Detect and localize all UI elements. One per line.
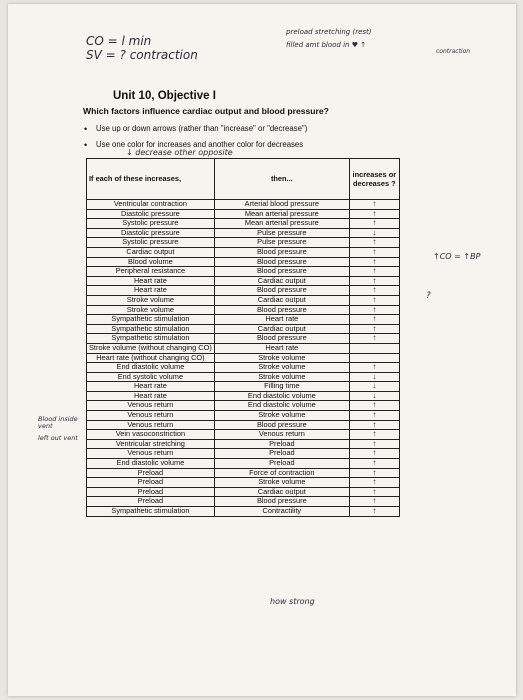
cause-cell: Sympathetic stimulation (87, 507, 215, 517)
table-row (87, 382, 400, 392)
table-row (87, 430, 400, 440)
answer-cell[interactable]: ↑ (349, 430, 399, 440)
table-row (87, 334, 400, 344)
handwritten-note-sv: SV = ? contraction (86, 48, 198, 62)
table-row (87, 459, 400, 469)
effect-cell: Blood pressure (214, 247, 349, 257)
effect-cell: Preload (214, 449, 349, 459)
cause-cell: Sympathetic stimulation (87, 334, 215, 344)
table-row (87, 478, 400, 488)
cause-cell: Heart rate (without changing CO) (87, 353, 215, 363)
answer-cell[interactable]: ↑ (349, 420, 399, 430)
effect-cell: Stroke volume (214, 353, 349, 363)
answer-cell[interactable]: ↑ (349, 439, 399, 449)
cause-cell: Venous return (87, 420, 215, 430)
effect-cell: Filling time (214, 382, 349, 392)
effect-cell: Arterial blood pressure (214, 200, 349, 210)
cause-cell: Sympathetic stimulation (87, 315, 215, 325)
effect-cell: Blood pressure (214, 286, 349, 296)
instruction-bullet-2: • Use one color for increases and another color for decreases (96, 140, 303, 149)
effect-cell: End diastolic volume (214, 391, 349, 401)
cause-cell: Peripheral resistance (87, 267, 215, 277)
cause-cell: Systolic pressure (87, 219, 215, 229)
cause-cell: Heart rate (87, 391, 215, 401)
cause-cell: Ventricular contraction (87, 200, 215, 210)
effect-cell: Cardiac output (214, 487, 349, 497)
answer-cell[interactable]: ↑ (349, 363, 399, 373)
table-row (87, 411, 400, 421)
cause-cell: Heart rate (87, 276, 215, 286)
handwritten-note-filled: filled amt blood in ♥ ↑ (286, 41, 367, 49)
effect-cell: Heart rate (214, 315, 349, 325)
answer-cell[interactable]: ↑ (349, 305, 399, 315)
table-row (87, 200, 400, 210)
cause-cell: Heart rate (87, 286, 215, 296)
effect-cell: End diastolic volume (214, 401, 349, 411)
answer-cell[interactable]: ↓ (349, 228, 399, 238)
effect-cell: Stroke volume (214, 363, 349, 373)
cause-cell: Cardiac output (87, 247, 215, 257)
cause-cell: End diastolic volume (87, 363, 215, 373)
answer-cell[interactable]: ↑ (349, 468, 399, 478)
table-row (87, 286, 400, 296)
table-row (87, 315, 400, 325)
answer-cell[interactable]: ↑ (349, 487, 399, 497)
cause-cell: Venous return (87, 411, 215, 421)
cause-cell: Blood volume (87, 257, 215, 267)
effect-cell: Mean arterial pressure (214, 209, 349, 219)
answer-cell[interactable]: ↑ (349, 286, 399, 296)
table-row (87, 507, 400, 517)
effect-cell: Preload (214, 439, 349, 449)
answer-cell[interactable]: ↓ (349, 391, 399, 401)
cause-cell: Venous return (87, 449, 215, 459)
cause-cell: Preload (87, 478, 215, 488)
table-body (87, 200, 400, 517)
answer-cell[interactable]: ↑ (349, 478, 399, 488)
cause-cell: Stroke volume (87, 305, 215, 315)
table-row (87, 219, 400, 229)
col-header-effect: then... (214, 159, 349, 200)
answer-cell[interactable]: ↑ (349, 411, 399, 421)
table-row (87, 487, 400, 497)
answer-cell[interactable]: ↑ (349, 257, 399, 267)
page-title: Unit 10, Objective I (113, 90, 216, 102)
effect-cell: Mean arterial pressure (214, 219, 349, 229)
answer-cell[interactable]: ↑ (349, 324, 399, 334)
answer-cell[interactable]: ↑ (349, 238, 399, 248)
handwritten-note-blood-inside: Blood inside vent (38, 415, 78, 430)
table-row (87, 468, 400, 478)
effect-cell: Stroke volume (214, 372, 349, 382)
effect-cell: Blood pressure (214, 257, 349, 267)
cause-cell: Sympathetic stimulation (87, 324, 215, 334)
answer-cell[interactable]: ↓ (349, 372, 399, 382)
cause-cell: Diastolic pressure (87, 228, 215, 238)
col-header-direction: increases or decreases ? (349, 159, 399, 200)
handwritten-note-preload: preload stretching (rest) (286, 28, 372, 36)
effect-cell: Force of contraction (214, 468, 349, 478)
cause-cell: Vein vasoconstriction (87, 430, 215, 440)
cause-cell: Stroke volume (87, 295, 215, 305)
cause-cell: End diastolic volume (87, 459, 215, 469)
cause-cell: Systolic pressure (87, 238, 215, 248)
cause-cell: Stroke volume (without changing CO) (87, 343, 215, 353)
effect-cell: Contractility (214, 507, 349, 517)
answer-cell[interactable]: ↑ (349, 219, 399, 229)
effect-cell: Blood pressure (214, 334, 349, 344)
cause-cell: Preload (87, 468, 215, 478)
table-row (87, 247, 400, 257)
handwritten-note-left-out: left out vent (38, 434, 78, 442)
table-row (87, 343, 400, 353)
answer-cell[interactable]: ↑ (349, 200, 399, 210)
worksheet-page (8, 4, 516, 696)
answer-cell[interactable]: ↓ (349, 382, 399, 392)
cause-cell: Preload (87, 487, 215, 497)
answer-cell[interactable] (349, 343, 399, 353)
answer-cell[interactable]: ↑ (349, 267, 399, 277)
effect-cell: Stroke volume (214, 411, 349, 421)
answer-cell[interactable]: ↑ (349, 449, 399, 459)
effect-cell: Stroke volume (214, 478, 349, 488)
effect-cell: Cardiac output (214, 276, 349, 286)
answer-cell[interactable]: ↑ (349, 459, 399, 469)
cause-cell: Ventricular stretching (87, 439, 215, 449)
answer-cell[interactable]: ↑ (349, 295, 399, 305)
answer-cell[interactable]: ↑ (349, 315, 399, 325)
table-header-row (87, 159, 400, 200)
effect-cell: Cardiac output (214, 324, 349, 334)
effect-cell: Venous return (214, 430, 349, 440)
answer-cell[interactable]: ↑ (349, 247, 399, 257)
answer-cell[interactable]: ↑ (349, 276, 399, 286)
cause-cell: Diastolic pressure (87, 209, 215, 219)
answer-cell[interactable]: ↑ (349, 401, 399, 411)
cause-cell: End systolic volume (87, 372, 215, 382)
handwritten-note-co-bp: ↑CO = ↑BP (433, 252, 481, 261)
table-row (87, 267, 400, 277)
effect-cell: Blood pressure (214, 267, 349, 277)
answer-cell[interactable]: ↑ (349, 334, 399, 344)
effect-cell: Cardiac output (214, 295, 349, 305)
answer-cell[interactable]: ↑ (349, 507, 399, 517)
effect-cell: Heart rate (214, 343, 349, 353)
handwritten-note-question: ? (426, 291, 431, 301)
handwritten-note-co: CO = l min (86, 34, 152, 48)
cause-cell: Preload (87, 497, 215, 507)
instruction-bullet-1: • Use up or down arrows (rather than "increase" or "decrease") (96, 124, 307, 133)
effect-cell: Blood pressure (214, 305, 349, 315)
answer-cell[interactable]: ↑ (349, 209, 399, 219)
handwritten-note-how-strong: how strong (270, 597, 315, 606)
cause-cell: Heart rate (87, 382, 215, 392)
effect-cell: Pulse pressure (214, 238, 349, 248)
factors-table (86, 158, 400, 517)
effect-cell: Pulse pressure (214, 228, 349, 238)
effect-cell: Blood pressure (214, 497, 349, 507)
cause-cell: Venous return (87, 401, 215, 411)
handwritten-note-decrease: ↓ decrease other opposite (126, 148, 233, 157)
question-text: Which factors influence cardiac output and blood pressure? (83, 106, 329, 116)
handwritten-note-contraction: contraction (436, 48, 471, 55)
effect-cell: Blood pressure (214, 420, 349, 430)
col-header-cause: If each of these increases, (87, 159, 215, 200)
answer-cell[interactable]: ↑ (349, 497, 399, 507)
effect-cell: Preload (214, 459, 349, 469)
table-row (87, 295, 400, 305)
table-row (87, 363, 400, 373)
